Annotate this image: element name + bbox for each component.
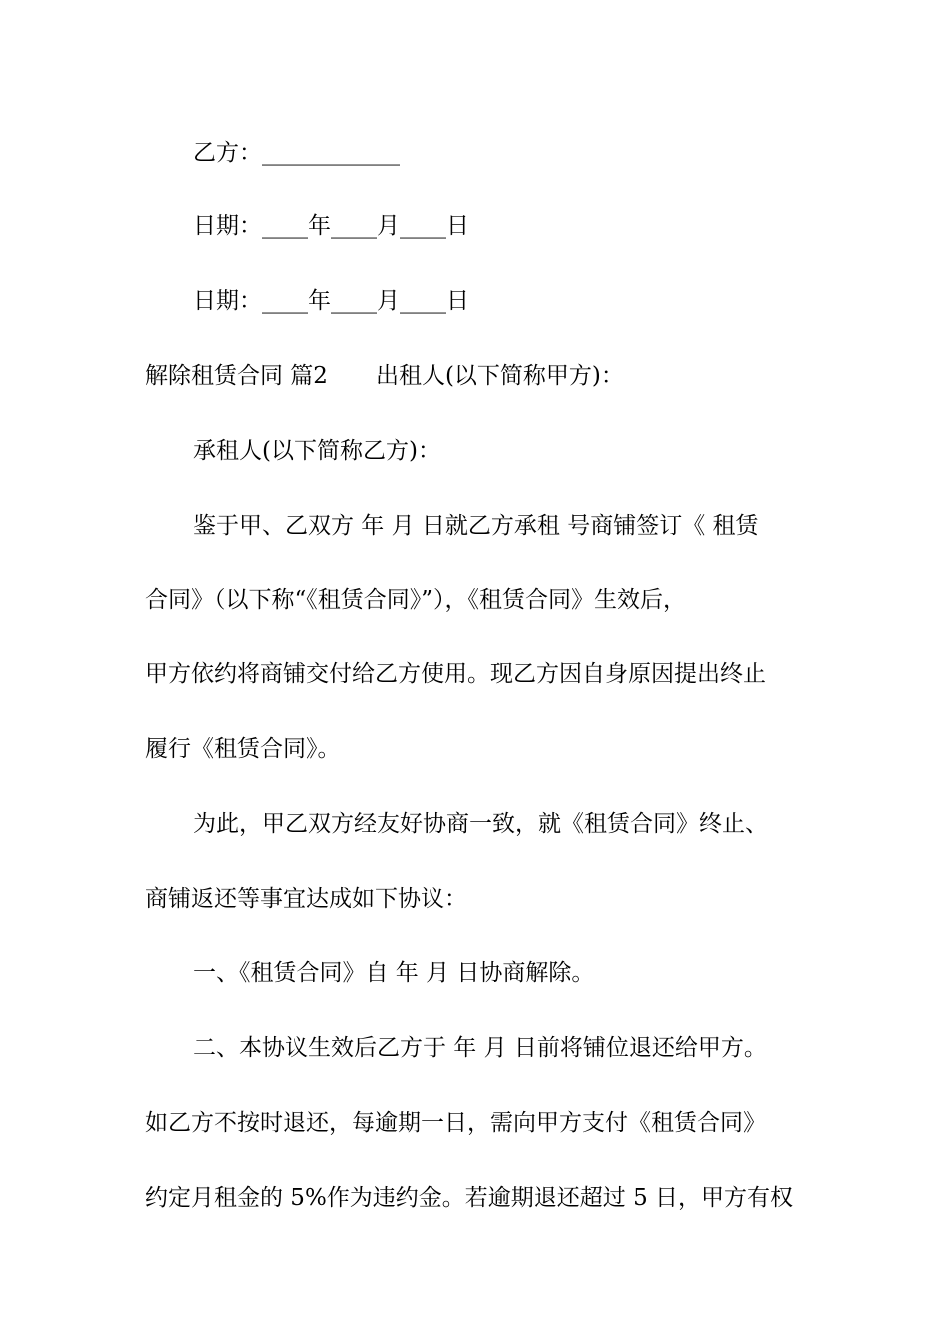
body-text-line: 履行《租赁合同》。 bbox=[145, 736, 341, 762]
body-text-line: 甲方依约将商铺交付给乙方使用。现乙方因自身原因提出终止 bbox=[145, 661, 766, 687]
clause-one-line: 一、《租赁合同》自 年 月 日协商解除。 bbox=[193, 960, 595, 986]
signature-date-line: 日期：____年____月____日 bbox=[193, 213, 469, 239]
lessor-label: 出租人(以下简称甲方)： bbox=[375, 363, 624, 389]
section-heading-line bbox=[145, 360, 815, 392]
body-text-line: 商铺返还等事宜达成如下协议： bbox=[145, 886, 467, 912]
clause-two-line: 二、本协议生效后乙方于 年 月 日前将铺位退还给甲方。 bbox=[193, 1035, 767, 1061]
section-title: 解除租赁合同 篇2 bbox=[145, 363, 328, 389]
body-text-line: 为此，甲乙双方经友好协商一致，就《租赁合同》终止、 bbox=[193, 811, 768, 837]
body-text-line: 约定月租金的 5%作为违约金。若逾期退还超过 5 日，甲方有权 bbox=[145, 1185, 794, 1211]
body-text-line: 如乙方不按时退还，每逾期一日，需向甲方支付《租赁合同》 bbox=[145, 1110, 766, 1136]
lessee-label: 承租人(以下简称乙方)： bbox=[193, 438, 441, 464]
signature-date-line: 日期：____年____月____日 bbox=[193, 288, 469, 314]
body-text-line: 鉴于甲、乙双方 年 月 日就乙方承租 号商铺签订《 租赁 bbox=[193, 513, 759, 539]
party-b-signature-line: 乙方：____________ bbox=[193, 140, 400, 166]
body-text-line: 合同》（以下称“《租赁合同》”），《租赁合同》生效后， bbox=[145, 587, 687, 613]
